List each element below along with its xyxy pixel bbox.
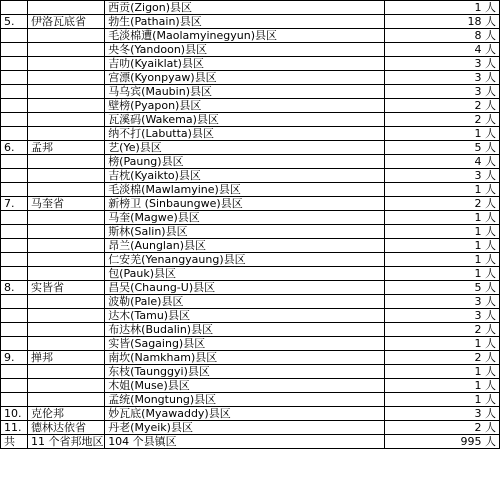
region-cell <box>28 169 105 183</box>
county-cell: 斯林(Salin)县区 <box>105 225 385 239</box>
count-cell: 3 人 <box>384 169 499 183</box>
count-cell: 8 人 <box>384 29 499 43</box>
county-cell: 实皆(Sagaing)县区 <box>105 337 385 351</box>
region-cell <box>28 211 105 225</box>
count-cell: 1 人 <box>384 379 499 393</box>
count-cell: 3 人 <box>384 295 499 309</box>
table-row <box>1 155 500 169</box>
row-number-cell: 10. <box>1 407 28 421</box>
county-cell: 波勒(Pale)县区 <box>105 295 385 309</box>
table-row <box>1 295 500 309</box>
table-row <box>1 393 500 407</box>
row-number-cell <box>1 169 28 183</box>
county-cell: 榜(Paung)县区 <box>105 155 385 169</box>
row-number-cell <box>1 99 28 113</box>
row-number-cell <box>1 1 28 15</box>
county-cell: 104 个县镇区 <box>105 435 385 449</box>
table-row <box>1 337 500 351</box>
row-number-cell <box>1 267 28 281</box>
row-number-cell <box>1 295 28 309</box>
table-row <box>1 85 500 99</box>
table-row <box>1 309 500 323</box>
table-row <box>1 281 500 295</box>
row-number-cell <box>1 225 28 239</box>
county-cell: 妙瓦底(Myawaddy)县区 <box>105 407 385 421</box>
count-cell: 2 人 <box>384 99 499 113</box>
count-cell: 995 人 <box>384 435 499 449</box>
county-cell: 马乌宾(Maubin)县区 <box>105 85 385 99</box>
row-number-cell <box>1 155 28 169</box>
region-cell: 德林达依省 <box>28 421 105 435</box>
row-number-cell <box>1 71 28 85</box>
region-cell: 马奎省 <box>28 197 105 211</box>
table-row <box>1 379 500 393</box>
region-cell <box>28 155 105 169</box>
count-cell: 1 人 <box>384 393 499 407</box>
county-cell: 昌吴(Chaung-U)县区 <box>105 281 385 295</box>
count-cell: 3 人 <box>384 85 499 99</box>
table-row <box>1 29 500 43</box>
row-number-cell: 8. <box>1 281 28 295</box>
table-row <box>1 351 500 365</box>
county-cell: 纳不打(Labutta)县区 <box>105 127 385 141</box>
county-cell: 布达林(Budalin)县区 <box>105 323 385 337</box>
county-cell: 东枝(Taunggyi)县区 <box>105 365 385 379</box>
region-cell: 孟邦 <box>28 141 105 155</box>
region-cell <box>28 393 105 407</box>
count-cell: 4 人 <box>384 155 499 169</box>
region-cell <box>28 99 105 113</box>
count-cell: 1 人 <box>384 365 499 379</box>
table-row <box>1 57 500 71</box>
region-cell <box>28 29 105 43</box>
count-cell: 2 人 <box>384 197 499 211</box>
region-cell <box>28 379 105 393</box>
region-cell: 11 个省邦地区 <box>28 435 105 449</box>
row-number-cell <box>1 29 28 43</box>
count-cell: 2 人 <box>384 421 499 435</box>
county-cell: 壁榜(Pyapon)县区 <box>105 99 385 113</box>
row-number-cell <box>1 211 28 225</box>
county-cell: 西贡(Zigon)县区 <box>105 1 385 15</box>
row-number-cell <box>1 309 28 323</box>
region-cell <box>28 337 105 351</box>
region-cell <box>28 365 105 379</box>
region-cell <box>28 183 105 197</box>
region-cell <box>28 267 105 281</box>
county-cell: 南坎(Namkham)县区 <box>105 351 385 365</box>
region-cell <box>28 127 105 141</box>
count-cell: 3 人 <box>384 407 499 421</box>
table-row <box>1 211 500 225</box>
county-cell: 达木(Tamu)县区 <box>105 309 385 323</box>
county-cell: 包(Pauk)县区 <box>105 267 385 281</box>
count-cell: 1 人 <box>384 1 499 15</box>
table-row <box>1 43 500 57</box>
region-cell: 伊洛瓦底省 <box>28 15 105 29</box>
region-cell <box>28 309 105 323</box>
table-row <box>1 407 500 421</box>
county-cell: 央冬(Yandoon)县区 <box>105 43 385 57</box>
row-number-cell <box>1 43 28 57</box>
table-row <box>1 141 500 155</box>
row-number-cell <box>1 323 28 337</box>
county-cell: 毛淡棉(Mawlamyine)县区 <box>105 183 385 197</box>
count-cell: 1 人 <box>384 239 499 253</box>
count-cell: 1 人 <box>384 211 499 225</box>
count-cell: 5 人 <box>384 281 499 295</box>
county-cell: 瓦溪码(Wakema)县区 <box>105 113 385 127</box>
count-cell: 18 人 <box>384 15 499 29</box>
count-cell: 3 人 <box>384 57 499 71</box>
table-row <box>1 71 500 85</box>
region-cell <box>28 225 105 239</box>
row-number-cell <box>1 365 28 379</box>
region-cell <box>28 1 105 15</box>
row-number-cell <box>1 183 28 197</box>
table-row <box>1 1 500 15</box>
row-number-cell <box>1 57 28 71</box>
region-cell: 实皆省 <box>28 281 105 295</box>
table-row <box>1 323 500 337</box>
row-number-cell <box>1 127 28 141</box>
region-cell <box>28 239 105 253</box>
count-cell: 2 人 <box>384 323 499 337</box>
county-cell: 毛淡棉遭(Maolamyinegyun)县区 <box>105 29 385 43</box>
county-cell: 艺(Ye)县区 <box>105 141 385 155</box>
region-cell <box>28 253 105 267</box>
count-cell: 5 人 <box>384 141 499 155</box>
table-row <box>1 239 500 253</box>
region-cell <box>28 295 105 309</box>
count-cell: 1 人 <box>384 337 499 351</box>
row-number-cell <box>1 379 28 393</box>
table-row <box>1 99 500 113</box>
region-cell: 克伦邦 <box>28 407 105 421</box>
row-number-cell: 9. <box>1 351 28 365</box>
row-number-cell <box>1 393 28 407</box>
table-row <box>1 197 500 211</box>
region-cell <box>28 71 105 85</box>
region-cell <box>28 43 105 57</box>
count-cell: 1 人 <box>384 267 499 281</box>
row-number-cell: 11. <box>1 421 28 435</box>
row-number-cell: 6. <box>1 141 28 155</box>
table-row <box>1 127 500 141</box>
table-row <box>1 225 500 239</box>
table-row <box>1 15 500 29</box>
county-cell: 孟统(Mongtung)县区 <box>105 393 385 407</box>
table-row <box>1 421 500 435</box>
row-number-cell <box>1 239 28 253</box>
county-cell: 仁安羌(Yenangyaung)县区 <box>105 253 385 267</box>
row-number-cell <box>1 253 28 267</box>
county-cell: 吉叻(Kyaiklat)县区 <box>105 57 385 71</box>
table-row <box>1 169 500 183</box>
table-row <box>1 183 500 197</box>
count-cell: 2 人 <box>384 113 499 127</box>
row-number-cell <box>1 85 28 99</box>
county-cell: 吉枕(Kyaikto)县区 <box>105 169 385 183</box>
county-cell: 新榜卫 (Sinbaungwe)县区 <box>105 197 385 211</box>
region-cell <box>28 113 105 127</box>
row-number-cell: 共 <box>1 435 28 449</box>
table-row <box>1 365 500 379</box>
row-number-cell <box>1 113 28 127</box>
county-cell: 丹老(Myeik)县区 <box>105 421 385 435</box>
table-body <box>1 1 500 449</box>
table-row <box>1 267 500 281</box>
count-cell: 1 人 <box>384 253 499 267</box>
table-row <box>1 435 500 449</box>
count-cell: 4 人 <box>384 43 499 57</box>
row-number-cell: 5. <box>1 15 28 29</box>
row-number-cell <box>1 337 28 351</box>
region-cell: 掸邦 <box>28 351 105 365</box>
count-cell: 1 人 <box>384 225 499 239</box>
county-cell: 勃生(Pathain)县区 <box>105 15 385 29</box>
count-cell: 1 人 <box>384 127 499 141</box>
count-cell: 1 人 <box>384 183 499 197</box>
region-cell <box>28 57 105 71</box>
region-cell <box>28 323 105 337</box>
county-cell: 昂兰(Aunglan)县区 <box>105 239 385 253</box>
row-number-cell: 7. <box>1 197 28 211</box>
count-cell: 3 人 <box>384 71 499 85</box>
count-cell: 2 人 <box>384 351 499 365</box>
region-cell <box>28 85 105 99</box>
county-cell: 宫漂(Kyonpyaw)县区 <box>105 71 385 85</box>
county-cell: 木姐(Muse)县区 <box>105 379 385 393</box>
table-row <box>1 113 500 127</box>
table-row <box>1 253 500 267</box>
county-cell: 马奎(Magwe)县区 <box>105 211 385 225</box>
count-cell: 3 人 <box>384 309 499 323</box>
